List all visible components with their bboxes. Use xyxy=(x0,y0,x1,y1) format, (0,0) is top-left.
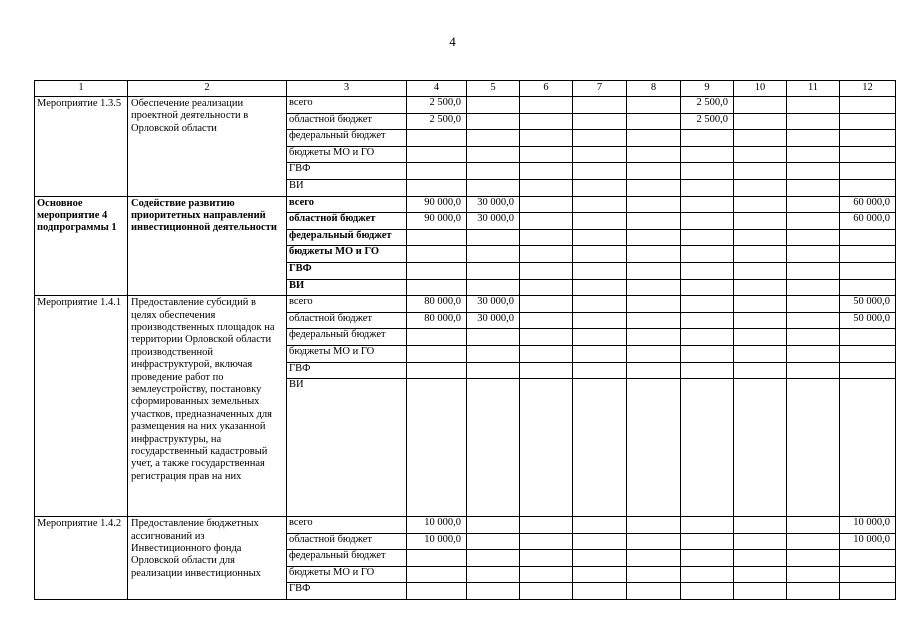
amount-cell-col-7 xyxy=(573,362,627,379)
amount-cell-col-7 xyxy=(573,246,627,263)
column-number: 5 xyxy=(467,81,520,97)
amount-cell-col-4 xyxy=(407,246,467,263)
amount-cell-col-12 xyxy=(840,379,896,517)
column-number: 3 xyxy=(287,81,407,97)
amount-cell-col-5 xyxy=(467,583,520,600)
activity-cell: Основное мероприятие 4 подпрограммы 1 xyxy=(35,196,128,296)
funding-source-cell: ВИ xyxy=(287,179,407,196)
amount-cell-col-4 xyxy=(407,279,467,296)
amount-cell-col-10 xyxy=(734,196,787,213)
amount-cell-col-12: 10 000,0 xyxy=(840,533,896,550)
amount-cell-col-5 xyxy=(467,246,520,263)
amount-cell-col-12 xyxy=(840,345,896,362)
amount-cell-col-4 xyxy=(407,550,467,567)
amount-cell-col-8 xyxy=(627,583,681,600)
funding-source-cell: бюджеты МО и ГО xyxy=(287,246,407,263)
amount-cell-col-9 xyxy=(681,345,734,362)
amount-cell-col-8 xyxy=(627,196,681,213)
amount-cell-col-6 xyxy=(520,130,573,147)
amount-cell-col-10 xyxy=(734,229,787,246)
amount-cell-col-10 xyxy=(734,362,787,379)
amount-cell-col-6 xyxy=(520,97,573,114)
amount-cell-col-6 xyxy=(520,533,573,550)
amount-cell-col-5: 30 000,0 xyxy=(467,213,520,230)
amount-cell-col-5 xyxy=(467,329,520,346)
amount-cell-col-8 xyxy=(627,213,681,230)
amount-cell-col-11 xyxy=(787,262,840,279)
amount-cell-col-10 xyxy=(734,146,787,163)
amount-cell-col-4: 80 000,0 xyxy=(407,296,467,313)
amount-cell-col-11 xyxy=(787,362,840,379)
amount-cell-col-11 xyxy=(787,296,840,313)
amount-cell-col-11 xyxy=(787,97,840,114)
funding-source-cell: всего xyxy=(287,97,407,114)
amount-cell-col-11 xyxy=(787,146,840,163)
amount-cell-col-12 xyxy=(840,246,896,263)
amount-cell-col-8 xyxy=(627,296,681,313)
amount-cell-col-7 xyxy=(573,517,627,534)
amount-cell-col-5 xyxy=(467,550,520,567)
amount-cell-col-8 xyxy=(627,163,681,180)
amount-cell-col-9 xyxy=(681,130,734,147)
amount-cell-col-5 xyxy=(467,146,520,163)
column-number: 6 xyxy=(520,81,573,97)
amount-cell-col-4 xyxy=(407,566,467,583)
amount-cell-col-4 xyxy=(407,362,467,379)
amount-cell-col-8 xyxy=(627,279,681,296)
amount-cell-col-10 xyxy=(734,566,787,583)
amount-cell-col-11 xyxy=(787,246,840,263)
amount-cell-col-10 xyxy=(734,312,787,329)
column-number: 8 xyxy=(627,81,681,97)
amount-cell-col-10 xyxy=(734,329,787,346)
amount-cell-col-8 xyxy=(627,179,681,196)
amount-cell-col-5 xyxy=(467,130,520,147)
funding-source-cell: всего xyxy=(287,517,407,534)
amount-cell-col-4 xyxy=(407,179,467,196)
amount-cell-col-12: 50 000,0 xyxy=(840,296,896,313)
amount-cell-col-6 xyxy=(520,312,573,329)
funding-source-cell: федеральный бюджет xyxy=(287,329,407,346)
amount-cell-col-11 xyxy=(787,179,840,196)
funding-source-cell: ГВФ xyxy=(287,362,407,379)
amount-cell-col-5 xyxy=(467,113,520,130)
amount-cell-col-4 xyxy=(407,163,467,180)
activity-cell: Мероприятие 1.3.5 xyxy=(35,97,128,197)
amount-cell-col-5 xyxy=(467,379,520,517)
amount-cell-col-6 xyxy=(520,246,573,263)
amount-cell-col-6 xyxy=(520,196,573,213)
amount-cell-col-4 xyxy=(407,130,467,147)
amount-cell-col-9 xyxy=(681,566,734,583)
amount-cell-col-5 xyxy=(467,533,520,550)
amount-cell-col-4: 2 500,0 xyxy=(407,113,467,130)
funding-source-cell: всего xyxy=(287,296,407,313)
table-body xyxy=(35,81,896,600)
amount-cell-col-11 xyxy=(787,196,840,213)
amount-cell-col-11 xyxy=(787,163,840,180)
funding-source-cell: федеральный бюджет xyxy=(287,130,407,147)
amount-cell-col-6 xyxy=(520,179,573,196)
amount-cell-col-5: 30 000,0 xyxy=(467,296,520,313)
amount-cell-col-11 xyxy=(787,517,840,534)
amount-cell-col-5: 30 000,0 xyxy=(467,196,520,213)
amount-cell-col-10 xyxy=(734,379,787,517)
amount-cell-col-10 xyxy=(734,163,787,180)
amount-cell-col-12 xyxy=(840,329,896,346)
amount-cell-col-6 xyxy=(520,362,573,379)
amount-cell-col-4: 2 500,0 xyxy=(407,97,467,114)
amount-cell-col-12 xyxy=(840,163,896,180)
amount-cell-col-7 xyxy=(573,179,627,196)
activity-name-cell: Обеспечение реализации проектной деятельности в Орловской области xyxy=(128,97,287,197)
column-number: 2 xyxy=(128,81,287,97)
funding-source-cell: ГВФ xyxy=(287,262,407,279)
amount-cell-col-7 xyxy=(573,550,627,567)
amount-cell-col-4 xyxy=(407,262,467,279)
amount-cell-col-6 xyxy=(520,262,573,279)
amount-cell-col-4 xyxy=(407,345,467,362)
amount-cell-col-6 xyxy=(520,345,573,362)
amount-cell-col-9 xyxy=(681,229,734,246)
amount-cell-col-11 xyxy=(787,550,840,567)
amount-cell-col-6 xyxy=(520,113,573,130)
amount-cell-col-7 xyxy=(573,163,627,180)
amount-cell-col-8 xyxy=(627,130,681,147)
amount-cell-col-11 xyxy=(787,113,840,130)
amount-cell-col-8 xyxy=(627,517,681,534)
amount-cell-col-10 xyxy=(734,113,787,130)
amount-cell-col-6 xyxy=(520,213,573,230)
amount-cell-col-10 xyxy=(734,533,787,550)
amount-cell-col-9 xyxy=(681,379,734,517)
funding-source-cell: федеральный бюджет xyxy=(287,229,407,246)
amount-cell-col-7 xyxy=(573,213,627,230)
activity-cell: Мероприятие 1.4.2 xyxy=(35,517,128,600)
funding-source-cell: областной бюджет xyxy=(287,113,407,130)
amount-cell-col-7 xyxy=(573,329,627,346)
amount-cell-col-4 xyxy=(407,583,467,600)
amount-cell-col-12: 60 000,0 xyxy=(840,196,896,213)
amount-cell-col-12 xyxy=(840,113,896,130)
amount-cell-col-7 xyxy=(573,583,627,600)
amount-cell-col-11 xyxy=(787,279,840,296)
amount-cell-col-5 xyxy=(467,362,520,379)
amount-cell-col-9 xyxy=(681,312,734,329)
amount-cell-col-8 xyxy=(627,362,681,379)
amount-cell-col-5 xyxy=(467,345,520,362)
amount-cell-col-7 xyxy=(573,312,627,329)
amount-cell-col-8 xyxy=(627,550,681,567)
page-number: 4 xyxy=(449,34,456,49)
amount-cell-col-10 xyxy=(734,179,787,196)
amount-cell-col-8 xyxy=(627,566,681,583)
amount-cell-col-6 xyxy=(520,329,573,346)
amount-cell-col-12 xyxy=(840,179,896,196)
column-number: 9 xyxy=(681,81,734,97)
amount-cell-col-7 xyxy=(573,97,627,114)
amount-cell-col-8 xyxy=(627,229,681,246)
amount-cell-col-4 xyxy=(407,229,467,246)
amount-cell-col-9 xyxy=(681,262,734,279)
amount-cell-col-8 xyxy=(627,97,681,114)
amount-cell-col-10 xyxy=(734,550,787,567)
amount-cell-col-5 xyxy=(467,279,520,296)
amount-cell-col-6 xyxy=(520,279,573,296)
amount-cell-col-8 xyxy=(627,312,681,329)
amount-cell-col-10 xyxy=(734,296,787,313)
column-number-row xyxy=(35,81,896,97)
amount-cell-col-12: 10 000,0 xyxy=(840,517,896,534)
funding-source-cell: областной бюджет xyxy=(287,312,407,329)
funding-source-cell: ГВФ xyxy=(287,583,407,600)
amount-cell-col-6 xyxy=(520,146,573,163)
amount-cell-col-7 xyxy=(573,229,627,246)
amount-cell-col-5 xyxy=(467,97,520,114)
amount-cell-col-8 xyxy=(627,329,681,346)
amount-cell-col-5 xyxy=(467,163,520,180)
amount-cell-col-5 xyxy=(467,517,520,534)
amount-cell-col-8 xyxy=(627,379,681,517)
amount-cell-col-6 xyxy=(520,379,573,517)
funding-source-cell: бюджеты МО и ГО xyxy=(287,566,407,583)
table-row xyxy=(35,296,896,313)
amount-cell-col-12 xyxy=(840,262,896,279)
funding-source-cell: областной бюджет xyxy=(287,213,407,230)
amount-cell-col-9 xyxy=(681,179,734,196)
amount-cell-col-6 xyxy=(520,229,573,246)
amount-cell-col-7 xyxy=(573,146,627,163)
funding-source-cell: бюджеты МО и ГО xyxy=(287,345,407,362)
amount-cell-col-6 xyxy=(520,583,573,600)
column-number: 10 xyxy=(734,81,787,97)
amount-cell-col-4: 90 000,0 xyxy=(407,213,467,230)
column-number: 7 xyxy=(573,81,627,97)
amount-cell-col-5 xyxy=(467,262,520,279)
amount-cell-col-11 xyxy=(787,583,840,600)
amount-cell-col-6 xyxy=(520,163,573,180)
amount-cell-col-7 xyxy=(573,379,627,517)
activity-name-cell: Содействие развитию приоритетных направлений инвестиционной деятельности xyxy=(128,196,287,296)
amount-cell-col-11 xyxy=(787,345,840,362)
column-number: 11 xyxy=(787,81,840,97)
amount-cell-col-7 xyxy=(573,130,627,147)
amount-cell-col-9 xyxy=(681,533,734,550)
amount-cell-col-5 xyxy=(467,566,520,583)
activity-name-cell: Предоставление субсидий в целях обеспечения производственных площадок на территории Орловской области производственной инфраструктурой, включая проведение работ по землеустройству, постановку сформированных земельных участков, предназначенных для размещения на них указанной инфраструктуры, на государственный кадастровый учет, а также государственная регистрация прав на них xyxy=(128,296,287,517)
amount-cell-col-4: 80 000,0 xyxy=(407,312,467,329)
amount-cell-col-11 xyxy=(787,329,840,346)
amount-cell-col-10 xyxy=(734,279,787,296)
amount-cell-col-7 xyxy=(573,296,627,313)
amount-cell-col-8 xyxy=(627,146,681,163)
amount-cell-col-10 xyxy=(734,97,787,114)
amount-cell-col-12 xyxy=(840,279,896,296)
amount-cell-col-12 xyxy=(840,146,896,163)
amount-cell-col-10 xyxy=(734,583,787,600)
amount-cell-col-7 xyxy=(573,533,627,550)
amount-cell-col-5 xyxy=(467,179,520,196)
amount-cell-col-11 xyxy=(787,229,840,246)
amount-cell-col-7 xyxy=(573,196,627,213)
amount-cell-col-9 xyxy=(681,329,734,346)
amount-cell-col-12 xyxy=(840,130,896,147)
amount-cell-col-8 xyxy=(627,262,681,279)
amount-cell-col-10 xyxy=(734,345,787,362)
amount-cell-col-9 xyxy=(681,246,734,263)
amount-cell-col-4 xyxy=(407,329,467,346)
column-number: 4 xyxy=(407,81,467,97)
funding-source-cell: областной бюджет xyxy=(287,533,407,550)
amount-cell-col-8 xyxy=(627,533,681,550)
table-row xyxy=(35,97,896,114)
amount-cell-col-8 xyxy=(627,113,681,130)
amount-cell-col-9 xyxy=(681,517,734,534)
amount-cell-col-11 xyxy=(787,379,840,517)
amount-cell-col-5 xyxy=(467,229,520,246)
table-row xyxy=(35,517,896,534)
activity-cell: Мероприятие 1.4.1 xyxy=(35,296,128,517)
amount-cell-col-7 xyxy=(573,345,627,362)
amount-cell-col-12 xyxy=(840,566,896,583)
funding-source-cell: ГВФ xyxy=(287,163,407,180)
amount-cell-col-9 xyxy=(681,196,734,213)
amount-cell-col-4: 10 000,0 xyxy=(407,533,467,550)
amount-cell-col-10 xyxy=(734,246,787,263)
amount-cell-col-12 xyxy=(840,97,896,114)
amount-cell-col-9 xyxy=(681,279,734,296)
amount-cell-col-11 xyxy=(787,533,840,550)
amount-cell-col-6 xyxy=(520,296,573,313)
amount-cell-col-9: 2 500,0 xyxy=(681,113,734,130)
amount-cell-col-7 xyxy=(573,113,627,130)
amount-cell-col-9: 2 500,0 xyxy=(681,97,734,114)
amount-cell-col-7 xyxy=(573,566,627,583)
amount-cell-col-12: 50 000,0 xyxy=(840,312,896,329)
amount-cell-col-10 xyxy=(734,213,787,230)
amount-cell-col-12: 60 000,0 xyxy=(840,213,896,230)
amount-cell-col-6 xyxy=(520,550,573,567)
column-number: 1 xyxy=(35,81,128,97)
amount-cell-col-9 xyxy=(681,296,734,313)
amount-cell-col-12 xyxy=(840,583,896,600)
amount-cell-col-11 xyxy=(787,566,840,583)
funding-source-cell: федеральный бюджет xyxy=(287,550,407,567)
table-row xyxy=(35,196,896,213)
column-number: 12 xyxy=(840,81,896,97)
amount-cell-col-9 xyxy=(681,362,734,379)
amount-cell-col-12 xyxy=(840,550,896,567)
amount-cell-col-11 xyxy=(787,130,840,147)
amount-cell-col-5: 30 000,0 xyxy=(467,312,520,329)
amount-cell-col-8 xyxy=(627,246,681,263)
amount-cell-col-9 xyxy=(681,583,734,600)
budget-table xyxy=(34,80,896,600)
amount-cell-col-9 xyxy=(681,213,734,230)
amount-cell-col-7 xyxy=(573,279,627,296)
amount-cell-col-4: 10 000,0 xyxy=(407,517,467,534)
funding-source-cell: бюджеты МО и ГО xyxy=(287,146,407,163)
amount-cell-col-11 xyxy=(787,312,840,329)
amount-cell-col-12 xyxy=(840,362,896,379)
amount-cell-col-9 xyxy=(681,550,734,567)
amount-cell-col-12 xyxy=(840,229,896,246)
amount-cell-col-8 xyxy=(627,345,681,362)
amount-cell-col-10 xyxy=(734,262,787,279)
amount-cell-col-11 xyxy=(787,213,840,230)
amount-cell-col-6 xyxy=(520,517,573,534)
funding-source-cell: ВИ xyxy=(287,279,407,296)
amount-cell-col-10 xyxy=(734,517,787,534)
amount-cell-col-4: 90 000,0 xyxy=(407,196,467,213)
amount-cell-col-4 xyxy=(407,379,467,517)
amount-cell-col-10 xyxy=(734,130,787,147)
amount-cell-col-6 xyxy=(520,566,573,583)
amount-cell-col-9 xyxy=(681,163,734,180)
funding-source-cell: всего xyxy=(287,196,407,213)
amount-cell-col-4 xyxy=(407,146,467,163)
funding-source-cell: ВИ xyxy=(287,379,407,517)
activity-name-cell: Предоставление бюджетных ассигнований из Инвестиционного фонда Орловской области для реализации инвестиционных xyxy=(128,517,287,600)
amount-cell-col-7 xyxy=(573,262,627,279)
amount-cell-col-9 xyxy=(681,146,734,163)
